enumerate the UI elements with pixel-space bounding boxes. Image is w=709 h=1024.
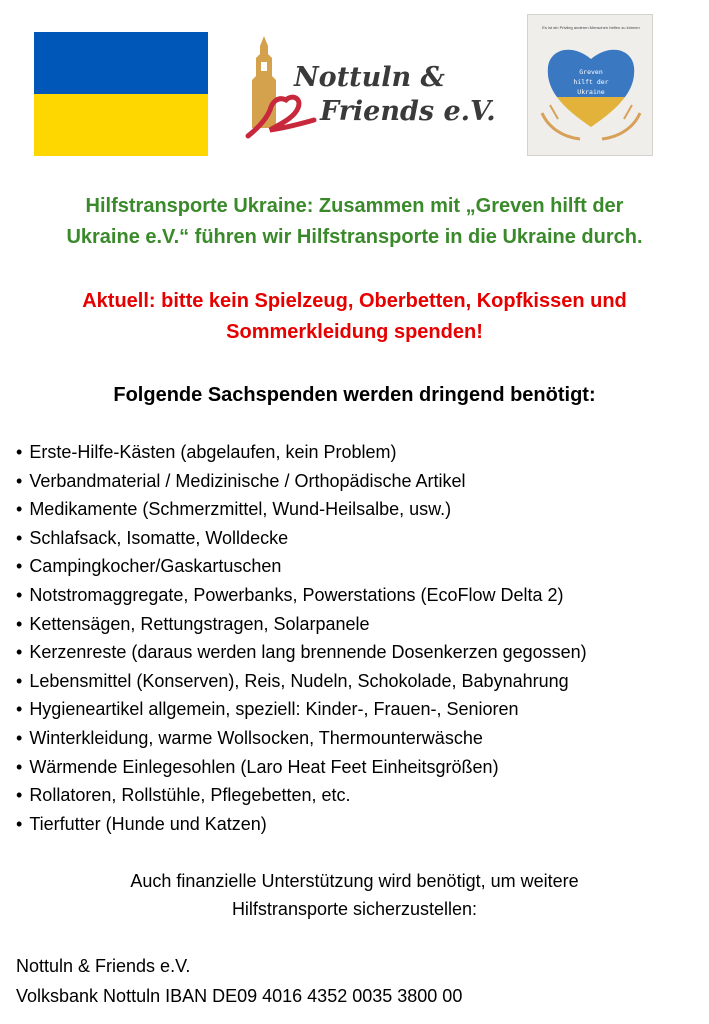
nottuln-friends-logo [244,32,496,142]
bank-details [16,951,462,1011]
notice-line2: Sommerkleidung spenden! [226,321,483,343]
list-item: • Tierfutter (Hunde und Katzen) [16,810,587,839]
ukraine-flag [34,32,208,156]
financial-line1: Auch finanzielle Unterstützung wird benötigt, um weitere [130,871,579,891]
list-item: • Verbandmaterial / Medizinische / Orthopädische Artikel [16,467,587,496]
notice-line1: Aktuell: bitte kein Spielzeug, Oberbetten, Kopfkissen und [82,290,627,312]
logo-text-line2: Friends e.V. [320,96,496,127]
list-item: • Erste-Hilfe-Kästen (abgelaufen, kein Problem) [16,438,587,467]
intro-text [0,191,709,253]
list-item: • Notstromaggregate, Powerbanks, Powerstations (EcoFlow Delta 2) [16,581,587,610]
flag-blue-stripe [34,32,208,94]
bank-account-name: Nottuln & Friends e.V. [16,956,191,976]
donations-heading: Folgende Sachspenden werden dringend benötigt: [113,384,596,406]
list-item: • Campingkocher/Gaskartuschen [16,552,587,581]
intro-line1: Hilfstransporte Ukraine: Zusammen mit „Greven hilft der [85,195,624,217]
list-item: • Hygieneartikel allgemein, speziell: Kinder-, Frauen-, Senioren [16,695,587,724]
list-item: • Schlafsack, Isomatte, Wolldecke [16,524,587,553]
notice-text [0,286,709,348]
donation-list [16,438,587,838]
list-item: • Winterkleidung, warme Wollsocken, Thermounterwäsche [16,724,587,753]
list-item: • Medikamente (Schmerzmittel, Wund-Heilsalbe, usw.) [16,495,587,524]
flag-yellow-stripe [34,94,208,156]
list-item: • Kerzenreste (daraus werden lang brennende Dosenkerzen gegossen) [16,638,587,667]
list-item: • Kettensägen, Rettungstragen, Solarpanele [16,610,587,639]
bank-iban: Volksbank Nottuln IBAN DE09 4016 4352 0035 3800 00 [16,986,463,1006]
list-item: • Lebensmittel (Konserven), Reis, Nudeln, Schokolade, Babynahrung [16,667,587,696]
poster-caption: Es ist ein Privileg anderen Menschen helfen zu können [542,25,640,30]
list-item: • Wärmende Einlegesohlen (Laro Heat Feet Einheitsgrößen) [16,753,587,782]
poster-heart-text: Greven hilft der Ukraine [573,68,609,96]
financial-support-text [0,867,709,923]
intro-line2: Ukraine e.V.“ führen wir Hilfstransporte in die Ukraine durch. [66,226,643,248]
greven-hilft-poster [527,14,653,156]
list-item: • Rollatoren, Rollstühle, Pflegebetten, etc. [16,781,587,810]
financial-line2: Hilfstransporte sicherzustellen: [231,899,478,919]
logo-text-line1: Nottuln & [294,62,445,93]
